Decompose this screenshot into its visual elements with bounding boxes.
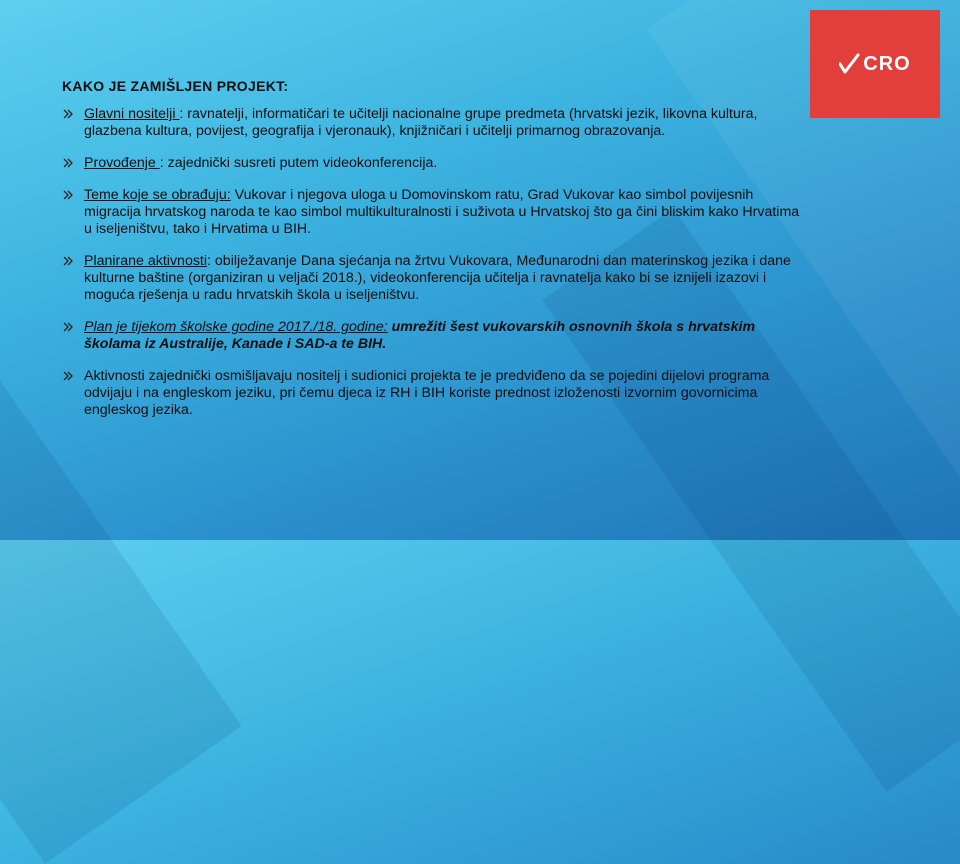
bullet-text: : ravnatelji, informatičari te učitelji nacionalne grupe predmeta (hrvatski jezik, likovna kultura, glazbena kultura, povijest, geografija i vjeronauk), knjižničari i učitelji primarnog obrazovanja.	[84, 106, 758, 139]
bullet-item	[62, 368, 802, 419]
bullet-arrow-icon	[62, 108, 74, 120]
slide-heading: KAKO JE ZAMIŠLJEN PROJEKT:	[62, 78, 289, 94]
bullet-label: Glavni nositelji	[84, 106, 180, 122]
bullet-item	[62, 187, 802, 238]
bullet-arrow-icon	[62, 255, 74, 267]
bullet-arrow-icon	[62, 157, 74, 169]
bullet-item	[62, 253, 802, 304]
bullet-item	[62, 319, 802, 353]
logo-text: CRO	[863, 52, 911, 75]
bullet-label: Teme koje se obrađuju:	[84, 187, 231, 203]
logo-mark	[839, 53, 910, 76]
bullet-arrow-icon	[62, 189, 74, 201]
bullet-item	[62, 106, 802, 140]
bullet-arrow-icon	[62, 370, 74, 382]
bullet-list	[62, 106, 802, 434]
bullet-text: Aktivnosti zajednički osmišljavaju nositelj i sudionici projekta te je predviđeno da se pojedini dijelovi programa odvijaju i na engleskom jeziku, pri čemu djeca iz RH i BIH koriste prednost izloženosti izvornim govornicima engleskog jezika.	[84, 368, 770, 418]
bullet-text: : obilježavanje Dana sjećanja na žrtvu Vukovara, Međunarodni dan materinskog jezika i dane kulturne baštine (organiziran u veljači 2018.), videokonferencija učitelja i ravnatelja kako bi se iznijeli izazovi i moguća rješenja u radu hrvatskih škola u iseljeništvu.	[84, 253, 791, 303]
bullet-label: Planirane aktivnosti	[84, 253, 208, 269]
bullet-item	[62, 155, 802, 172]
bullet-label: Provođenje	[84, 155, 160, 171]
bullet-text: Vukovar i njegova uloga u Domovinskom ratu, Grad Vukovar kao simbol povijesnih migracija hrvatskog naroda te kao simbol multikulturalnosti i suživota u Hrvatskoj što ga čini bliskim kako Hrvatima u iseljeništvu, tako i Hrvatima u BIH.	[84, 187, 800, 237]
bullet-text: : zajednički susreti putem videokonferencija.	[159, 155, 438, 171]
bullet-label: Plan je tijekom školske godine 2017./18. godine:	[84, 319, 388, 335]
cro-logo	[810, 10, 940, 118]
checkmark-icon	[839, 53, 861, 75]
bullet-arrow-icon	[62, 321, 74, 333]
bullet-text: umrežiti šest vukovarskih osnovnih škola s hrvatskim školama iz Australije, Kanade i SAD-a te BIH.	[84, 319, 756, 352]
